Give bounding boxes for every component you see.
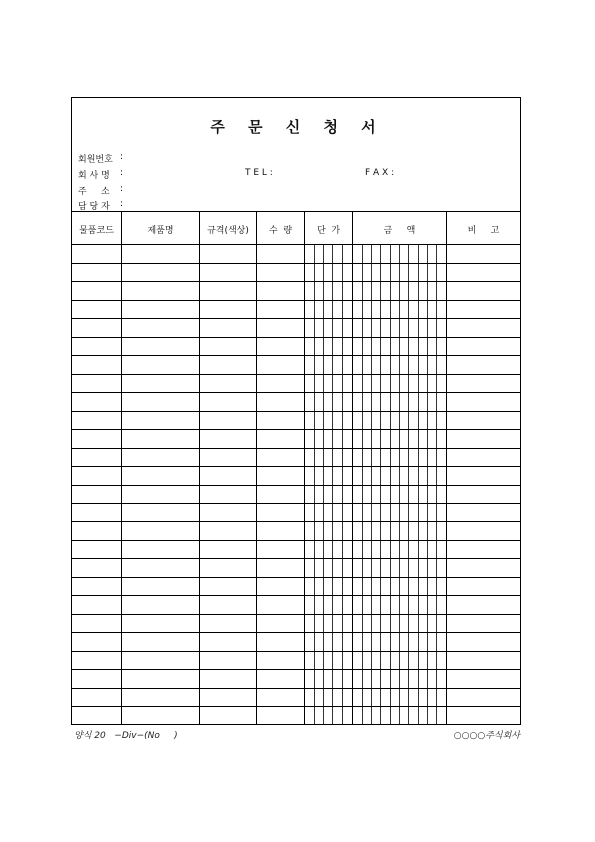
company-name-colon: : — [120, 168, 124, 178]
header-remarks: 비 고 — [467, 226, 500, 236]
manager-colon: : — [120, 199, 124, 209]
company-name-label: 회 사 명 — [78, 171, 110, 181]
manager-label: 담 당 자 — [78, 202, 110, 212]
form-title: 주 문 신 청 서 — [210, 118, 385, 136]
header-unit-price: 단 가 — [316, 226, 341, 236]
fax-label: F A X : — [365, 168, 395, 178]
member-number-colon: : — [120, 152, 124, 162]
header-spec-color: 규격(색상) — [207, 226, 249, 236]
header-amount: 금 액 — [383, 226, 416, 236]
form-code-footer: 양식 20 −Div−(No ) — [74, 731, 178, 741]
header-product-name: 제품명 — [147, 226, 174, 236]
member-number-label: 회원번호 — [78, 155, 113, 165]
header-quantity: 수 량 — [268, 226, 293, 236]
company-name-footer: ○○○○주식회사 — [453, 731, 520, 741]
header-item-code: 물품코드 — [79, 226, 114, 236]
tel-label: T E L : — [245, 168, 273, 178]
address-label: 주 소 — [78, 187, 110, 197]
address-colon: : — [120, 184, 124, 194]
